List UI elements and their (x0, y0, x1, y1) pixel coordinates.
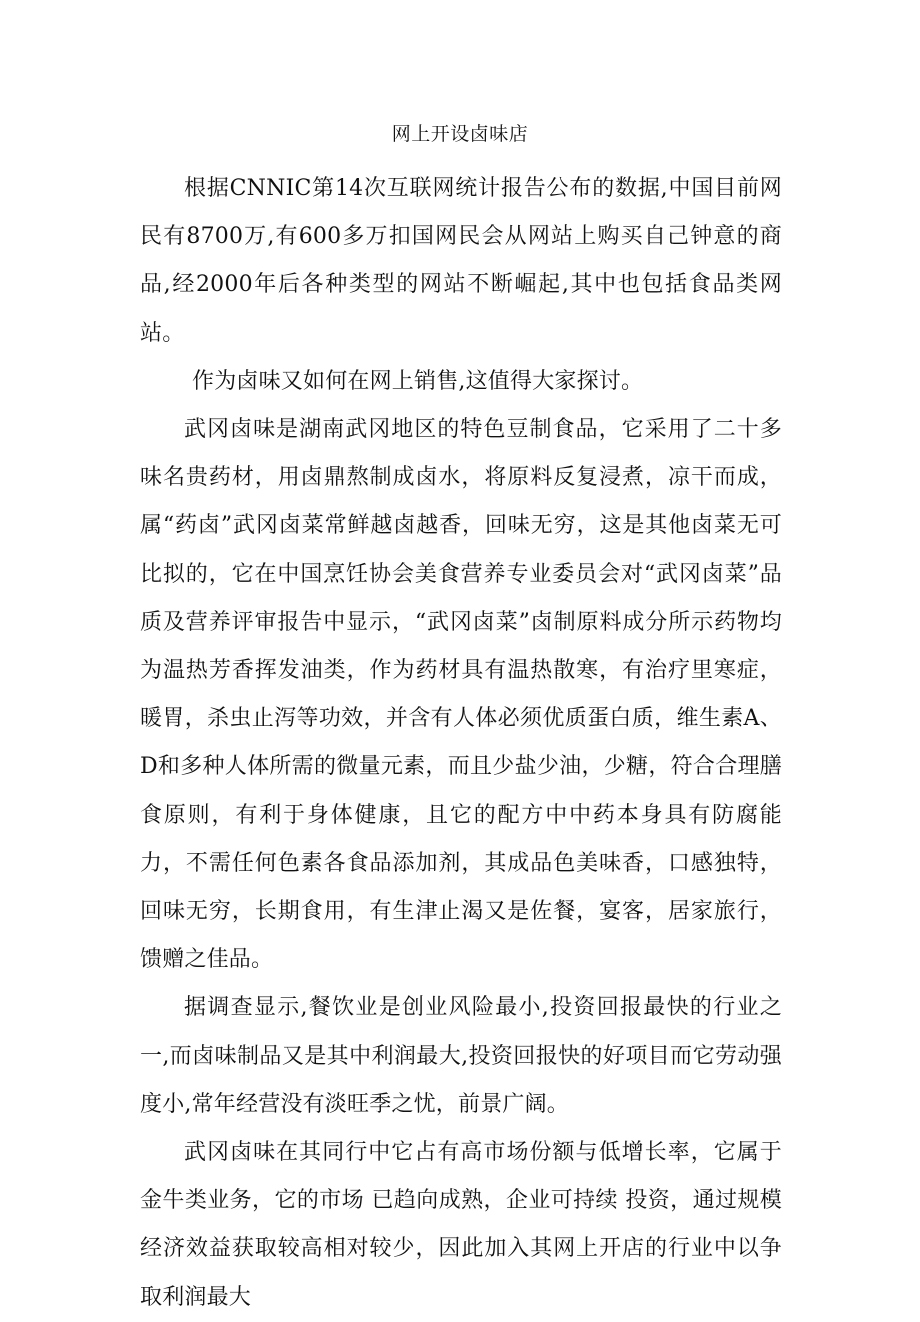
paragraph-online-sales-question: 作为卤味又如何在网上销售,这值得大家探讨。 (192, 368, 644, 394)
document-title: 网上开设卤味店 (391, 123, 529, 145)
document-body (140, 165, 782, 1322)
paragraph-industry-survey: 据调查显示,餐饮业是创业风险最小,投资回报最快的行业之一,而卤味制品又是其中利润最大,投资回报快的好项目而它劳动强度小,常年经营没有淡旺季之忧，前景广阔。 (140, 995, 782, 1117)
paragraph-cnnic-stats: 根据CNNIC第14次互联网统计报告公布的数据,中国目前网民有8700万,有600多万扣国网民会从网站上购买自己钟意的商品,经2000年后各种类型的网站不断崛起,其中也包括食品类网站。 (140, 176, 782, 346)
paragraph-wugang-description: 武冈卤味是湖南武冈地区的特色豆制食品，它采用了二十多味名贵药材，用卤鼎熬制成卤水，将原料反复浸煮，凉干而成，属“药卤”武冈卤菜常鲜越卤越香，回味无穷，这是其他卤菜无可比拟的，它在中国烹饪协会美食营养专业委员会对“武冈卤菜”品质及营养评审报告中显示，“武冈卤菜”卤制原料成分所示药物均为温热芳香挥发油类，作为药材具有温热散寒，有治疗里寒症，暖胃，杀虫止泻等功效，并含有人体必须优质蛋白质，维生素A、D和多种人体所需的微量元素，而且少盐少油，少糖，符合合理膳食原则，有利于身体健康，且它的配方中中药本身具有防腐能力，不需任何色素各食品添加剂，其成品色美味香，口感独特，回味无穷，长期食用，有生津止渴又是佐餐，宴客，居家旅行，馈赠之佳品。 (140, 417, 782, 973)
paragraph-market-position: 武冈卤味在其同行中它占有高市场份额与低增长率，它属于金牛类业务，它的市场 已趋向成熟，企业可持续 投资，通过规模经济效益获取较高相对较少，因此加入其网上开店的行业中以争取利润最大 (140, 1140, 782, 1310)
